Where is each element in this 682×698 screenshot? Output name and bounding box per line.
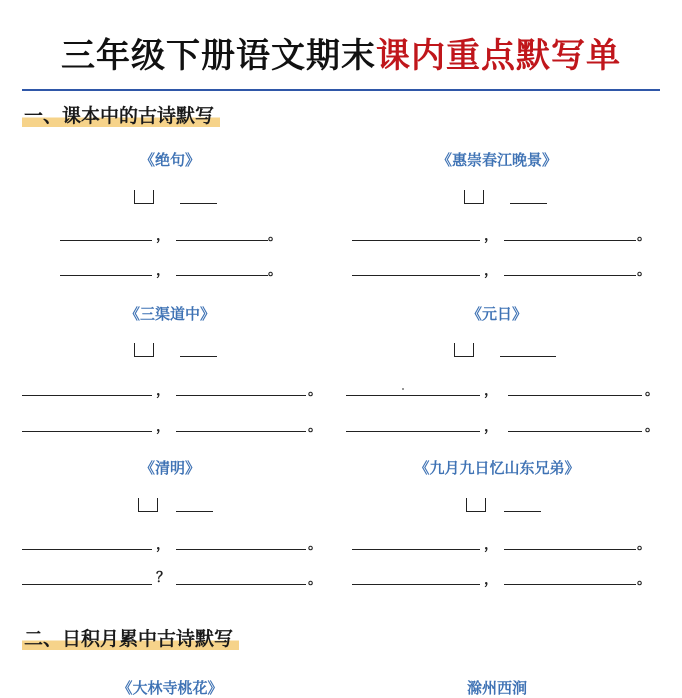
poem-punct: ， <box>156 263 170 279</box>
page-title-main: 三年级下册语文期末 <box>61 36 376 76</box>
author-blank-1[interactable] <box>180 203 217 204</box>
answer-line-2-2[interactable] <box>504 240 636 241</box>
poem-punct: 。 <box>645 383 659 399</box>
poem-punct: ， <box>484 383 498 399</box>
author-blank-3[interactable] <box>180 356 217 357</box>
answer-line-3-3[interactable] <box>22 431 152 432</box>
poem-punct: 。 <box>637 228 651 244</box>
author-blank-6[interactable] <box>504 511 541 512</box>
poem-title-4: 《元日》 <box>466 305 527 323</box>
poem-punct: 。 <box>637 572 651 588</box>
author-bracket-5 <box>138 498 158 512</box>
poem-punct: ？ <box>156 570 170 586</box>
answer-line-2-3[interactable] <box>352 275 480 276</box>
poem-title-1: 《绝句》 <box>139 151 200 169</box>
answer-line-6-3[interactable] <box>352 584 480 585</box>
section-heading-2: 二、日积月累中古诗默写 <box>22 626 239 652</box>
author-bracket-4 <box>454 343 474 357</box>
stray-dot <box>402 388 404 390</box>
poem-punct: ， <box>484 419 498 435</box>
poem-punct: 。 <box>637 537 651 553</box>
author-bracket-3 <box>134 343 154 357</box>
poem-title-6: 《九月九日忆山东兄弟》 <box>414 459 580 477</box>
poem-punct: ， <box>484 537 498 553</box>
author-bracket-1 <box>134 190 154 204</box>
answer-line-4-4[interactable] <box>508 431 642 432</box>
author-bracket-2 <box>464 190 484 204</box>
poem-punct: ， <box>484 228 498 244</box>
poem-punct: 。 <box>268 228 282 244</box>
answer-line-1-2[interactable] <box>176 240 268 241</box>
title-divider <box>22 89 660 91</box>
answer-line-1-3[interactable] <box>60 275 152 276</box>
answer-line-1-1[interactable] <box>60 240 152 241</box>
poem-punct: 。 <box>645 419 659 435</box>
poem-punct: ， <box>484 572 498 588</box>
answer-line-6-4[interactable] <box>504 584 636 585</box>
poem-punct: 。 <box>308 572 322 588</box>
author-blank-5[interactable] <box>176 511 213 512</box>
answer-line-5-1[interactable] <box>22 549 152 550</box>
answer-line-2-1[interactable] <box>352 240 480 241</box>
author-blank-2[interactable] <box>510 203 547 204</box>
answer-line-4-2[interactable] <box>508 395 642 396</box>
poem-title-3: 《三渠道中》 <box>124 305 215 323</box>
answer-line-1-4[interactable] <box>176 275 268 276</box>
poem-punct: 。 <box>308 419 322 435</box>
poem-punct: ， <box>156 383 170 399</box>
poem-punct: 。 <box>637 263 651 279</box>
poem-punct: 。 <box>268 263 282 279</box>
answer-line-6-2[interactable] <box>504 549 636 550</box>
page-title <box>0 34 682 78</box>
poem-title-7: 《大林寺桃花》 <box>117 679 223 697</box>
author-blank-4[interactable] <box>500 356 556 357</box>
poem-punct: 。 <box>308 537 322 553</box>
poem-punct: ， <box>484 263 498 279</box>
poem-punct: ， <box>156 228 170 244</box>
poem-punct: ， <box>156 537 170 553</box>
answer-line-4-1[interactable] <box>346 395 480 396</box>
answer-line-5-4[interactable] <box>176 584 306 585</box>
answer-line-2-4[interactable] <box>504 275 636 276</box>
answer-line-4-3[interactable] <box>346 431 480 432</box>
poem-title-8: 滁州西涧 <box>466 679 527 697</box>
author-bracket-6 <box>466 498 486 512</box>
poem-title-5: 《清明》 <box>139 459 200 477</box>
answer-line-5-2[interactable] <box>176 549 306 550</box>
poem-punct: ， <box>156 419 170 435</box>
poem-punct: 。 <box>308 383 322 399</box>
section-heading-1: 一、课本中的古诗默写 <box>22 103 220 129</box>
answer-line-6-1[interactable] <box>352 549 480 550</box>
answer-line-3-2[interactable] <box>176 395 306 396</box>
answer-line-3-1[interactable] <box>22 395 152 396</box>
poem-title-2: 《惠崇春江晚景》 <box>436 151 557 169</box>
answer-line-5-3[interactable] <box>22 584 152 585</box>
page-title-highlight: 课内重点默写单 <box>376 36 621 76</box>
answer-line-3-4[interactable] <box>176 431 306 432</box>
